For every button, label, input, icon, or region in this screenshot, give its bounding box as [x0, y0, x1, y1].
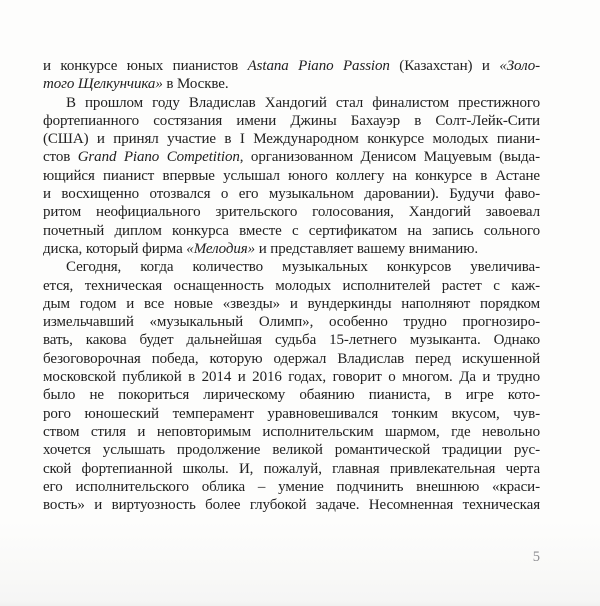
text-line: [43, 277, 540, 295]
text-line: [43, 478, 540, 496]
text-segment: ритом неофициального зрительского голосования, Хандогий завоевал: [43, 204, 540, 221]
text-segment: и восхищенно отозвался о его музыкальном даровании). Будучи фаво-: [43, 186, 540, 203]
text-segment: (Казахстан) и: [389, 58, 500, 74]
text-segment: Сегодня, когда количество музыкальных конкурсов увеличива-: [66, 259, 540, 276]
text-line: [43, 258, 540, 276]
body-text: [43, 57, 540, 514]
text-segment: хочется услышать продолжение великой романтической традиции рус-: [43, 442, 540, 459]
text-line: [43, 496, 540, 514]
text-segment: измельчавший «музыкальный Олимп», особенно трудно прогнозиро-: [43, 314, 540, 331]
text-line: [43, 386, 540, 404]
text-segment: его исполнительского облика – умение подчинить внешнюю «краси-: [43, 478, 540, 495]
italic-text-segment: Grand Piano Competition: [77, 149, 240, 166]
text-line: [43, 423, 540, 441]
text-line: [43, 368, 540, 386]
italic-text-segment: того Щелкунчика»: [43, 76, 163, 93]
text-segment: безоговорочная победа, которую одержал Владислав перед искушенной: [43, 350, 540, 367]
text-segment: В прошлом году Владислав Хандогий стал финалистом престижного: [66, 94, 540, 111]
text-segment: ской фортепианной школы. И, пожалуй, главная привлекательная черта: [43, 460, 540, 477]
italic-text-segment: «Золо-: [499, 58, 540, 74]
text-segment: стов: [43, 149, 78, 166]
text-segment: ется, техническая оснащенность молодых исполнителей растет с каж-: [43, 277, 540, 294]
text-line: [43, 313, 540, 331]
text-segment: ством стиля и неповторимым исполнительским шармом, где невольно: [43, 423, 540, 440]
text-line: [43, 331, 540, 349]
italic-text-segment: Astana Piano Passion: [247, 58, 390, 74]
italic-text-segment: «Мелодия»: [186, 240, 256, 257]
text-segment: вость» и виртуозность более глубокой задаче. Несомненная техническая: [43, 497, 540, 514]
text-segment: , организованном Денисом Мацуевым (выда-: [239, 149, 540, 166]
text-line: [43, 222, 540, 240]
text-line: [43, 240, 540, 258]
text-line: [43, 405, 540, 423]
text-segment: и конкурсе юных пианистов: [43, 58, 248, 74]
text-line: [43, 185, 540, 203]
text-line: [43, 203, 540, 221]
text-segment: рого юношеский темперамент уравновешивался тонким вкусом, чув-: [43, 405, 540, 422]
text-line: [43, 441, 540, 459]
text-segment: почетный диплом конкурса вместе с сертификатом на запись сольного: [43, 222, 540, 239]
text-line: [43, 350, 540, 368]
text-segment: фортепианного состязания имени Джины Бахауэр в Солт-Лейк-Сити: [43, 112, 540, 129]
text-segment: диска, который фирма: [43, 240, 187, 257]
text-line: [43, 148, 540, 166]
page-number: 5: [532, 549, 540, 565]
text-segment: дым годом и все новые «звезды» и вундеркинды наполняют порядком: [43, 295, 540, 312]
text-segment: вать, какова будет дальнейшая судьба 15-летнего музыканта. Однако: [43, 332, 540, 349]
text-line: [43, 112, 540, 130]
text-segment: было не покориться лирическому обаянию пианиста, в игре кото-: [43, 387, 540, 404]
text-line: [43, 460, 540, 478]
text-line: [43, 130, 540, 148]
text-segment: московской публикой в 2014 и 2016 годах, говорит о многом. Да и трудно: [43, 369, 540, 386]
text-segment: и представляет вашему вниманию.: [255, 240, 478, 257]
text-line: [43, 94, 540, 112]
text-line: [43, 167, 540, 185]
text-line: [43, 57, 540, 75]
text-segment: в Москве.: [162, 76, 229, 93]
text-segment: ющийся пианист впервые услышал юного коллегу на конкурсе в Астане: [43, 167, 540, 184]
text-segment: (США) и принял участие в I Международном конкурсе молодых пиани-: [43, 131, 540, 148]
text-line: [43, 295, 540, 313]
text-line: [43, 75, 540, 93]
